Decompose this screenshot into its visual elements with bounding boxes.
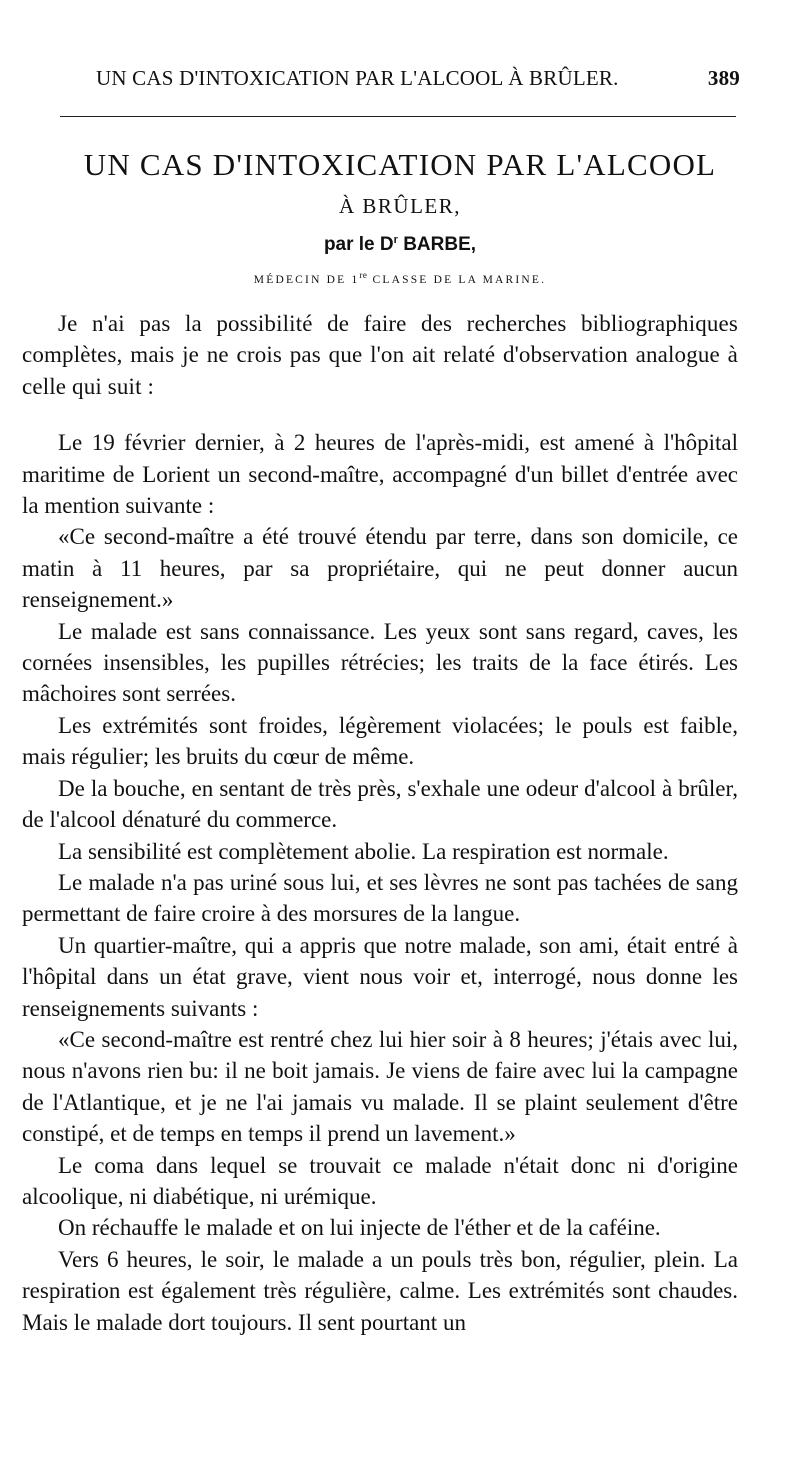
paragraph: La sensibilité est complètement abolie. La respiration est normale. xyxy=(58,838,669,864)
paragraph: Vers 6 heures, le soir, le malade a un pouls très bon, régulier, plein. La respiration est également très régulière, calme. Les extrémités sont chaudes. Mais le malade dort toujours. Il sent pourtant un xyxy=(22,1246,738,1335)
paragraph: Je n'ai pas la possibilité de faire des recherches bibliographiques complètes, mais je ne crois pas que l'on ait relaté d'observation analogue à celle qui suit : xyxy=(22,311,738,399)
article-body xyxy=(22,308,738,1338)
article-title-line-2: À BRÛLER, xyxy=(338,194,461,218)
affiliation-before: MÉDECIN DE 1 xyxy=(253,274,360,286)
paragraph: Le 19 février dernier, à 2 heures de l'après-midi, est amené à l'hôpital maritime de Lorient un second-maître, accompagné d'un billet d'entrée avec la mention suivante : xyxy=(22,430,738,519)
paragraph: On réchauffe le malade et on lui injecte de l'éther et de la caféine. xyxy=(58,1215,661,1241)
running-header xyxy=(60,64,740,94)
author-affiliation xyxy=(0,262,800,293)
paragraph: De la bouche, en sentant de très près, s'exhale une odeur d'alcool à brûler, de l'alcool dénaturé du commerce. xyxy=(22,775,738,833)
paragraph: Le malade est sans connaissance. Les yeux sont sans regard, caves, les cornées insensibles, les pupilles rétrécies; les traits de la face étirés. Les mâchoires sont serrées. xyxy=(22,618,738,707)
paragraph: Un quartier-maître, qui a appris que notre malade, son ami, était entré à l'hôpital dans un état grave, vient nous voir et, interrogé, nous donne les renseignements suivants : xyxy=(22,932,738,1021)
article-title-block xyxy=(0,145,800,293)
byline-sup: r xyxy=(393,234,398,246)
paragraph: Le malade n'a pas uriné sous lui, et ses lèvres ne sont pas tachées de sang permettant de faire croire à des morsures de la langue. xyxy=(22,869,738,927)
header-rule xyxy=(60,116,736,117)
affiliation-sup: re xyxy=(359,270,368,280)
running-title: UN CAS D'INTOXICATION PAR L'ALCOOL À BRÛLER. xyxy=(96,66,619,90)
author-name: BARBE, xyxy=(397,234,477,255)
paragraph: «Ce second-maître a été trouvé étendu par terre, dans son domicile, ce matin à 11 heures, par sa propriétaire, qui ne peut donner aucun renseignement.» xyxy=(22,524,738,613)
author-byline xyxy=(0,225,800,260)
affiliation-after: CLASSE DE LA MARINE. xyxy=(367,274,547,286)
byline-prefix: par le D xyxy=(323,234,394,255)
paragraph: «Ce second-maître est rentré chez lui hier soir à 8 heures; j'étais avec lui, nous n'avons rien bu: il ne boit jamais. Je viens de faire avec lui la campagne de l'Atlantique, et je ne l'ai jamais vu malade. Il se plaint seulement d'être constipé, et de temps en temps il prend un lavement.» xyxy=(22,1026,738,1147)
paragraph: Le coma dans lequel se trouvait ce malade n'était donc ni d'origine alcoolique, ni diabétique, ni urémique. xyxy=(22,1152,738,1209)
article-title-line-1: UN CAS D'INTOXICATION PAR L'ALCOOL xyxy=(83,147,717,182)
paragraph: Les extrémités sont froides, légèrement violacées; le pouls est faible, mais régulier; les bruits du cœur de même. xyxy=(22,712,738,770)
page-number: 389 xyxy=(707,66,740,90)
